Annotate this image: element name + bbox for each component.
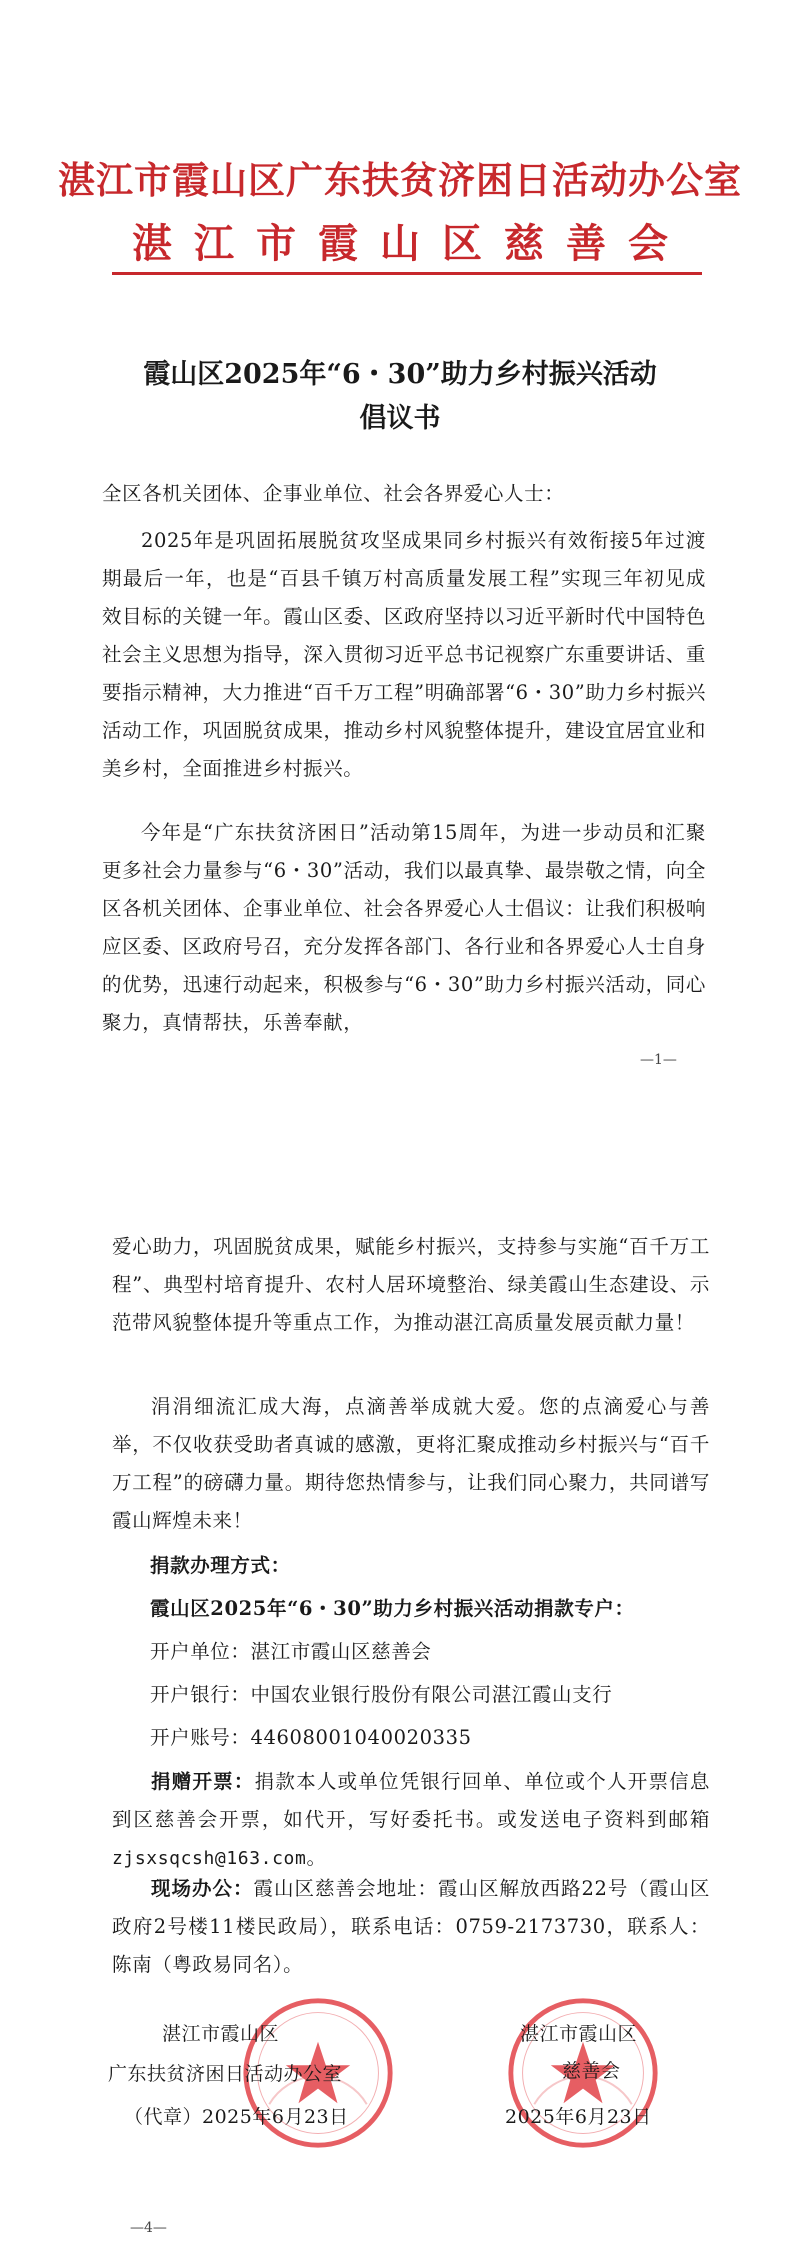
salutation: 全区各机关团体、企事业单位、社会各界爱心人士： xyxy=(102,482,565,505)
header-charity-name: 湛江市霞山区慈善会 xyxy=(132,220,690,267)
document-title: 霞山区2025年“6・30”助力乡村振兴活动 xyxy=(143,359,657,390)
paragraph-3: 爱心助力，巩固脱贫成果，赋能乡村振兴，支持参与实施“百千万工程”、典型村培育提升、农村人居环境整治、绿美霞山生态建设、示范带风貌整体提升等重点工作，为推动湛江高质量发展贡献力量！ xyxy=(112,1235,710,1334)
header-red-divider xyxy=(112,272,702,275)
office-text: 霞山区慈善会地址：霞山区解放西路22号（霞山区政府2号楼11楼民政局），联系电话：0759-2173730，联系人：陈南（粤政易同名）。 xyxy=(112,1877,710,1976)
office-paragraph xyxy=(112,1870,710,1984)
right-signature-date: 2025年6月23日 xyxy=(505,2106,652,2128)
donation-account-title: 霞山区2025年“6・30”助力乡村振兴活动捐款专户： xyxy=(150,1597,635,1620)
invoice-end: 。 xyxy=(306,1846,327,1869)
paragraph-2: 今年是“广东扶贫济困日”活动第15周年，为进一步动员和汇聚更多社会力量参与“6・30”活动，我们以最真挚、最崇敬之情，向全区各机关团体、企事业单位、社会各界爱心人士倡议：让我们积极响应区委、区政府号召，充分发挥各部门、各行业和各界爱心人士自身的优势，迅速行动起来，积极参与“6・30”助力乡村振兴活动，同心聚力，真情帮扶，乐善奉献， xyxy=(102,821,706,1034)
left-signature-date: （代章）2025年6月23日 xyxy=(124,2106,349,2128)
account-number: 开户账号：44608001040020335 xyxy=(150,1726,472,1749)
invoice-paragraph xyxy=(112,1763,710,1878)
account-bank: 开户银行：中国农业银行股份有限公司湛江霞山支行 xyxy=(150,1683,613,1706)
page-number-1: —1— xyxy=(640,1052,677,1068)
paragraph-1: 2025年是巩固拓展脱贫攻坚成果同乡村振兴有效衔接5年过渡期最后一年，也是“百县千镇万村高质量发展工程”实现三年初见成效目标的关键一年。霞山区委、区政府坚持以习近平新时代中国特色社会主义思想为指导，深入贯彻习近平总书记视察广东重要讲话、重要指示精神，大力推进“百千万工程”明确部署“6・30”助力乡村振兴活动工作，巩固脱贫成果，推动乡村风貌整体提升，建设宜居宜业和美乡村，全面推进乡村振兴。 xyxy=(102,529,706,780)
invoice-text: 捐款本人或单位凭银行回单、单位或个人开票信息到区慈善会开票，如代开，写好委托书。或发送电子资料到邮箱 xyxy=(112,1770,710,1831)
paragraph-4: 涓涓细流汇成大海，点滴善举成就大爱。您的点滴爱心与善举，不仅收获受助者真诚的感激，更将汇聚成推动乡村振兴与“百千万工程”的磅礴力量。期待您热情参与，让我们同心聚力，共同谱写霞山辉煌未来！ xyxy=(112,1395,710,1532)
right-signature-line-2: 慈善会 xyxy=(562,2060,621,2082)
account-unit: 开户单位：湛江市霞山区慈善会 xyxy=(150,1640,432,1663)
invoice-label: 捐赠开票： xyxy=(151,1770,255,1793)
left-signature-line-1: 湛江市霞山区 xyxy=(162,2023,280,2045)
left-signature-line-2: 广东扶贫济困日活动办公室 xyxy=(108,2063,343,2085)
donation-method-label: 捐款办理方式： xyxy=(150,1554,291,1577)
document-subtitle: 倡议书 xyxy=(359,403,441,434)
header-office-name: 湛江市霞山区广东扶贫济困日活动办公室 xyxy=(58,158,742,202)
page-number-4: —4— xyxy=(130,2220,167,2236)
invoice-email: zjsxsqcsh@163.com xyxy=(112,1848,307,1869)
office-label: 现场办公： xyxy=(151,1877,254,1900)
right-signature-line-1: 湛江市霞山区 xyxy=(520,2023,638,2045)
